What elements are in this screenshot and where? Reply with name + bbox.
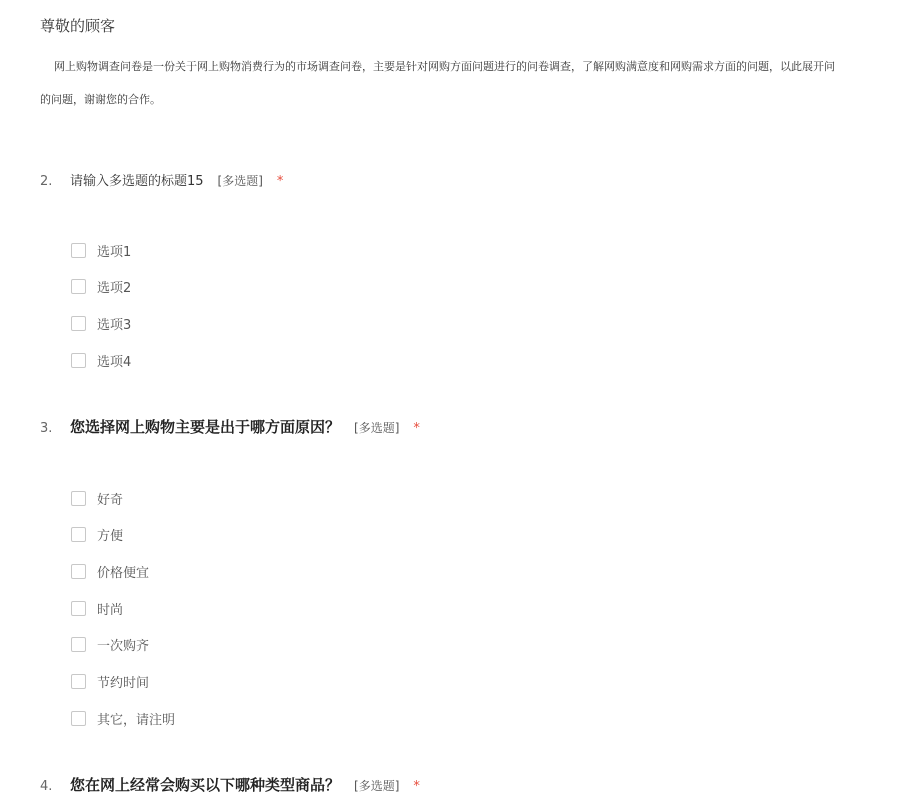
checkbox-icon[interactable] xyxy=(71,601,86,616)
checkbox-icon[interactable] xyxy=(71,674,86,689)
option-label[interactable]: 时尚 xyxy=(97,602,124,618)
required-asterisk: * xyxy=(413,779,420,794)
option-checkbox[interactable] xyxy=(71,488,123,508)
greeting-title: 尊敬的顾客 xyxy=(40,17,116,35)
option-checkbox[interactable] xyxy=(71,708,175,728)
option-checkbox[interactable] xyxy=(71,313,131,333)
question-title: 请输入多选题的标题15 xyxy=(70,174,204,189)
question-number: 3. xyxy=(40,421,53,436)
question-number: 2. xyxy=(40,174,53,189)
option-label[interactable]: 一次购齐 xyxy=(97,638,150,654)
checkbox-icon[interactable] xyxy=(71,491,86,506)
option-label[interactable]: 节约时间 xyxy=(97,675,150,691)
option-checkbox[interactable] xyxy=(71,634,149,654)
checkbox-icon[interactable] xyxy=(71,316,86,331)
option-label[interactable]: 价格便宜 xyxy=(97,565,150,581)
question-3-header xyxy=(40,416,420,437)
question-type-label: [多选题] xyxy=(354,421,400,435)
question-type-label: [多选题] xyxy=(217,174,263,188)
checkbox-icon[interactable] xyxy=(71,353,86,368)
question-number: 4. xyxy=(40,779,53,794)
question-title: 您选择网上购物主要是出于哪方面原因？ xyxy=(70,418,341,436)
option-label[interactable]: 选项1 xyxy=(97,244,132,260)
question-title: 您在网上经常会购买以下哪种类型商品？ xyxy=(70,776,341,794)
checkbox-icon[interactable] xyxy=(71,279,86,294)
intro-text-line-2: 的问题，谢谢您的合作。 xyxy=(40,93,161,106)
option-checkbox[interactable] xyxy=(71,598,123,618)
checkbox-icon[interactable] xyxy=(71,243,86,258)
checkbox-icon[interactable] xyxy=(71,711,86,726)
checkbox-icon[interactable] xyxy=(71,527,86,542)
question-type-label: [多选题] xyxy=(354,779,400,793)
option-checkbox[interactable] xyxy=(71,561,149,581)
question-2-header xyxy=(40,170,283,189)
intro-text-line-1: 网上购物调查问卷是一份关于网上购物消费行为的市场调查问卷，主要是针对网购方面问题进行的问卷调查，了解网购满意度和网购需求方面的问题，以此展开问 xyxy=(54,60,835,73)
option-checkbox[interactable] xyxy=(71,276,131,296)
checkbox-icon[interactable] xyxy=(71,564,86,579)
option-checkbox[interactable] xyxy=(71,240,131,260)
option-checkbox[interactable] xyxy=(71,524,123,544)
option-label[interactable]: 好奇 xyxy=(97,492,124,508)
checkbox-icon[interactable] xyxy=(71,637,86,652)
option-label[interactable]: 选项2 xyxy=(97,280,132,296)
option-label[interactable]: 选项3 xyxy=(97,317,132,333)
question-4-header xyxy=(40,774,420,795)
option-checkbox[interactable] xyxy=(71,671,149,691)
required-asterisk: * xyxy=(276,174,284,189)
option-checkbox[interactable] xyxy=(71,350,131,370)
required-asterisk: * xyxy=(413,421,420,436)
option-label[interactable]: 选项4 xyxy=(97,354,132,370)
option-label[interactable]: 其它，请注明 xyxy=(97,712,176,728)
option-label[interactable]: 方便 xyxy=(97,528,124,544)
